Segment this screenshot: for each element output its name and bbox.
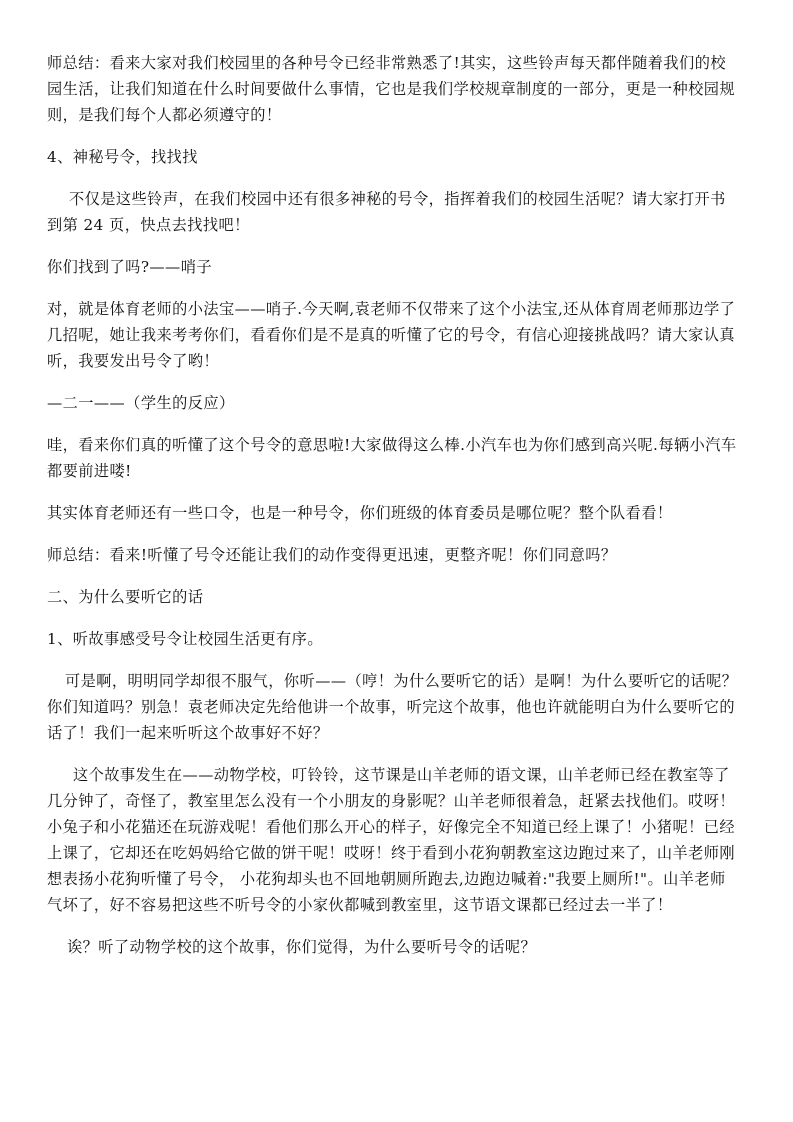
text-line: 都要前进喽!	[47, 462, 132, 480]
text-line: 上课了，它却还在吃妈妈给它做的饼干呢！哎呀！终于看到小花狗朝教室这边跑过来了，山羊老师刚	[47, 844, 736, 862]
text-line: 师总结：看来大家对我们校园里的各种号令已经非常熟悉了!其实，这些铃声每天都伴随着我们的校	[47, 54, 726, 72]
subsection-heading-1	[47, 626, 757, 652]
text-line: 到第 24 页，快点去找找吧！	[47, 216, 250, 234]
text-line: 想表扬小花狗听懂了号令， 小花狗却头也不回地朝厕所跑去,边跑边喊着:"我要上厕所!"。山羊老师	[47, 870, 726, 888]
text-line: 几招呢，她让我来考考你们，看看你们是不是真的听懂了它的号令，有信心迎接挑战吗？请大家认真	[47, 326, 736, 344]
paragraph-praise	[47, 432, 757, 484]
paragraph-summary-1	[47, 50, 757, 128]
paragraph-whistle-question	[47, 254, 757, 280]
text-line: 诶？听了动物学校的这个故事，你们觉得，为什么要听号令的话呢？	[67, 938, 537, 956]
text-line: 哇，看来你们真的听懂了这个号令的意思啦!大家做得这么棒.小汽车也为你们感到高兴呢.每辆小汽车	[47, 436, 737, 454]
text-line: 话了！我们一起来听听这个故事好不好？	[47, 724, 329, 742]
paragraph-mystery-signals	[47, 186, 757, 238]
text-line: 对，就是体育老师的小法宝——哨子.今天啊,袁老师不仅带来了这个小法宝,还从体育周老师那边学了	[47, 300, 736, 318]
text-line: 你们找到了吗?——哨子	[47, 258, 212, 276]
text-line: 你们知道吗？别急！袁老师决定先给他讲一个故事，听完这个故事，他也许就能明白为什么要听它的	[47, 698, 736, 716]
text-line: 这个故事发生在——动物学校，叮铃铃，这节课是山羊老师的语文课，山羊老师已经在教室等了	[73, 766, 730, 784]
paragraph-closing-question	[47, 934, 757, 960]
text-line: 可是啊，明明同学却很不服气，你听——（哼！为什么要听它的话）是啊！为什么要听它的话呢？	[65, 672, 738, 690]
text-line: 小兔子和小花猫还在玩游戏呢！看他们那么开心的样子，好像完全不知道已经上课了！小猪呢！已经	[47, 818, 736, 836]
text-line: 不仅是这些铃声，在我们校园中还有很多神秘的号令，指挥着我们的校园生活呢？请大家打开书	[69, 190, 726, 208]
section-heading-4	[47, 144, 757, 170]
text-line: 气坏了，好不容易把这些不听号令的小家伙都喊到教室里，这节语文课都已经过去一半了！	[47, 896, 673, 914]
text-line: 1、听故事感受号令让校园生活更有序。	[47, 630, 323, 648]
text-line: 则，是我们每个人都必须遵守的！	[47, 106, 282, 124]
paragraph-pe-commands	[47, 500, 757, 526]
text-line: 4、神秘号令，找找找	[47, 148, 198, 166]
text-line: 师总结：看来!听懂了号令还能让我们的动作变得更迅速，更整齐呢！你们同意吗？	[47, 546, 617, 564]
section-heading-2	[47, 584, 757, 610]
text-line: 听，我要发出号令了哟！	[47, 352, 220, 370]
paragraph-student-reaction	[47, 390, 757, 416]
paragraph-summary-2	[47, 542, 757, 568]
text-line: 园生活，让我们知道在什么时间要做什么事情，它也是我们学校规章制度的一部分，更是一种校园规	[47, 80, 736, 98]
document-page	[47, 50, 757, 976]
paragraph-whistle-explanation	[47, 296, 757, 374]
text-line: 二、为什么要听它的话	[47, 588, 204, 606]
text-line: —二一——（学生的反应）	[47, 394, 235, 412]
text-line: 其实体育老师还有一些口令，也是一种号令，你们班级的体育委员是哪位呢？整个队看看！	[47, 504, 673, 522]
paragraph-animal-school-story	[47, 762, 757, 918]
text-line: 几分钟了，奇怪了，教室里怎么没有一个小朋友的身影呢？山羊老师很着急，赶紧去找他们。哎呀！	[47, 792, 736, 810]
paragraph-mingming	[47, 668, 757, 746]
